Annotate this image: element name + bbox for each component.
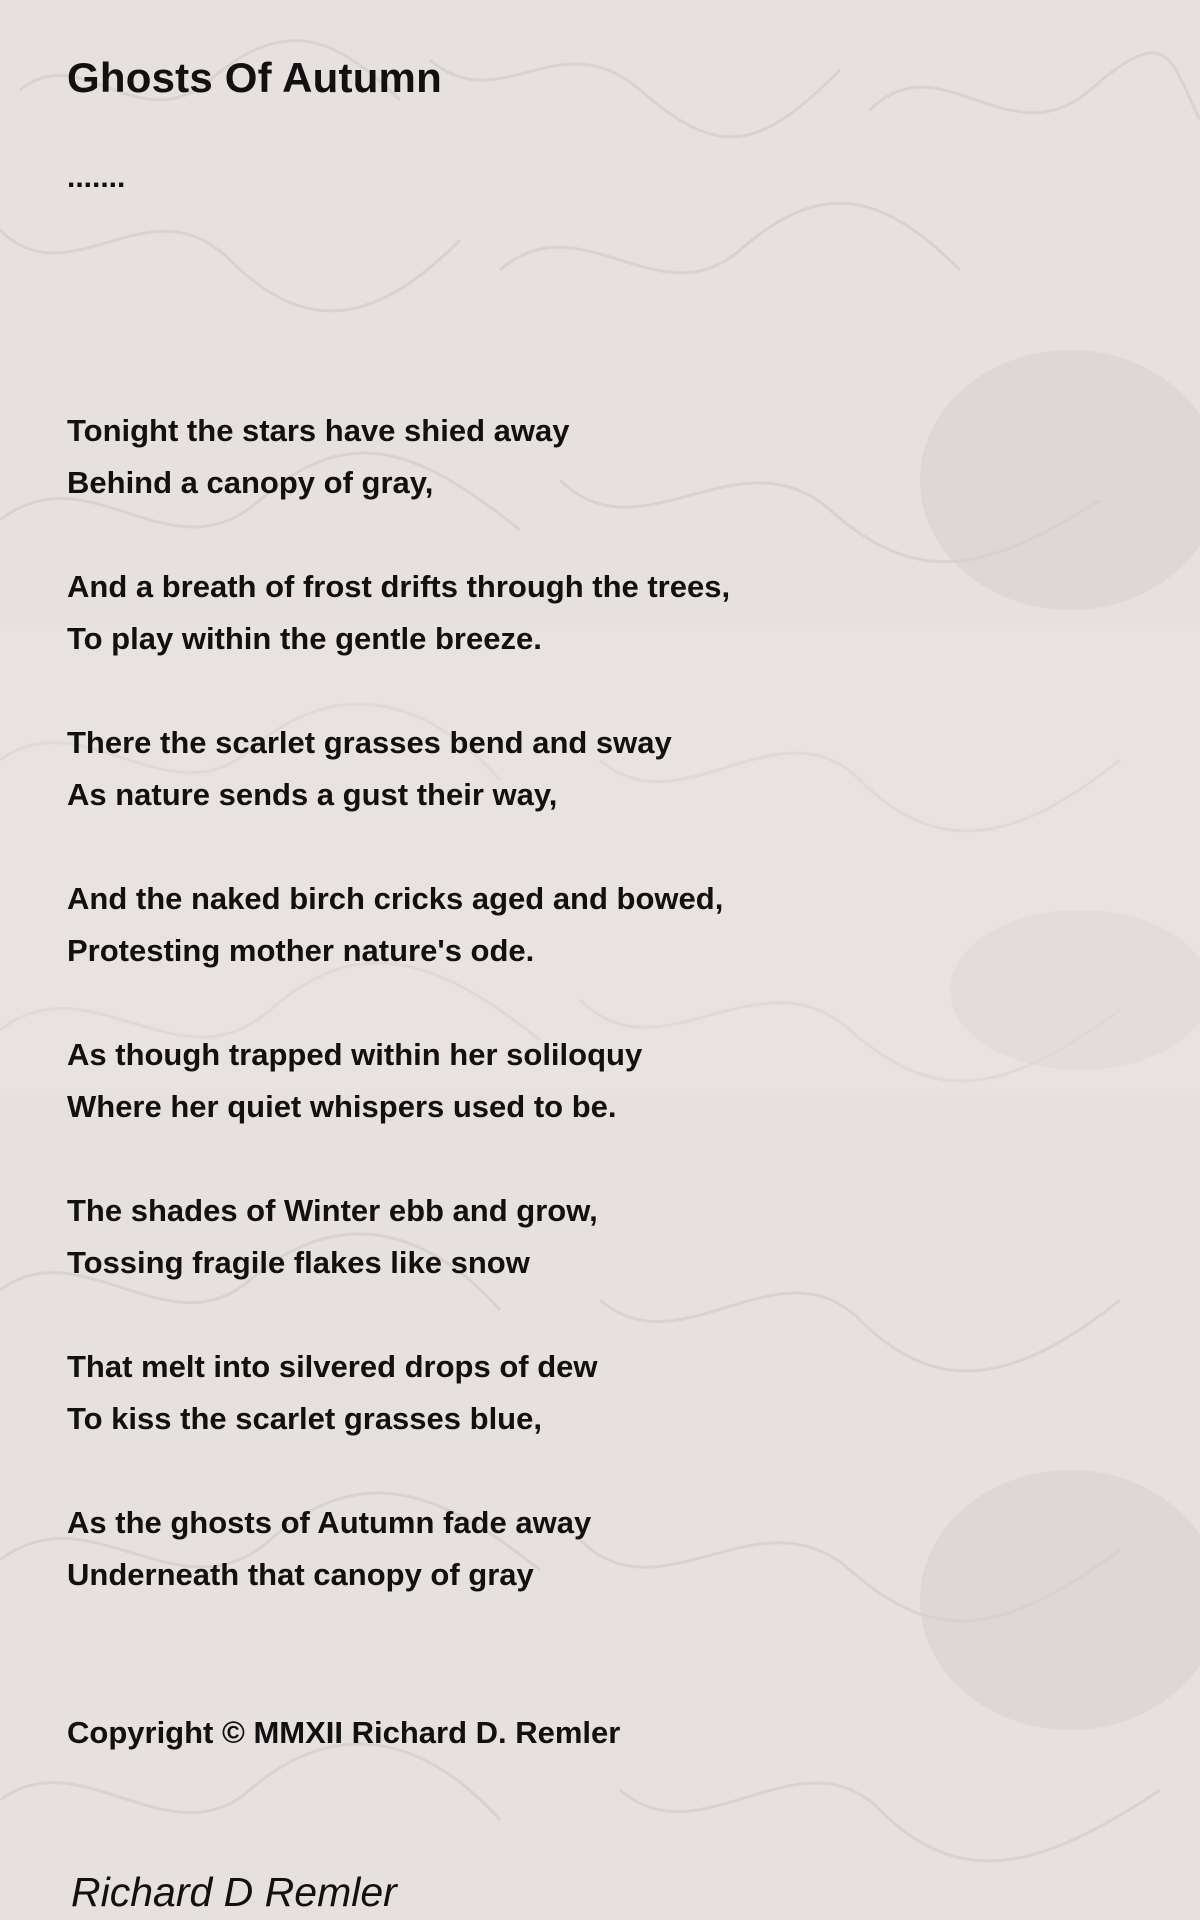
poem-line: The shades of Winter ebb and grow, [67,1193,598,1228]
stanza [67,1341,1147,1445]
copyright-notice: Copyright © MMXII Richard D. Remler [67,1715,621,1750]
poem-line: To play within the gentle breeze. [67,621,542,656]
stanza [67,1497,1147,1601]
stanza [67,1185,1147,1289]
poem-line: As though trapped within her soliloquy [67,1037,643,1072]
poem-title: Ghosts Of Autumn [67,54,442,101]
poem-line: There the scarlet grasses bend and sway [67,725,672,760]
poem-line: Tonight the stars have shied away [67,413,570,448]
poem-line: As nature sends a gust their way, [67,777,558,812]
stanza [67,1029,1147,1133]
poem-line: Where her quiet whispers used to be. [67,1089,617,1124]
poem-line: To kiss the scarlet grasses blue, [67,1401,542,1436]
author-signature: Richard D Remler [71,1869,397,1915]
stanza [67,873,1147,977]
poem-line: As the ghosts of Autumn fade away [67,1505,592,1540]
stanza [67,717,1147,821]
poem-line: Tossing fragile flakes like snow [67,1245,530,1280]
poem-line: And the naked birch cricks aged and bowed, [67,881,724,916]
poem-subtitle: ....... [67,161,126,194]
poem-line: Underneath that canopy of gray [67,1557,534,1592]
poem-line: That melt into silvered drops of dew [67,1349,598,1384]
poem-container [67,50,1147,1915]
stanza [67,405,1147,509]
poem-line: Protesting mother nature's ode. [67,933,535,968]
poem-body [67,405,1147,1653]
stanza [67,561,1147,665]
poem-line: Behind a canopy of gray, [67,465,434,500]
poem-line: And a breath of frost drifts through the trees, [67,569,731,604]
